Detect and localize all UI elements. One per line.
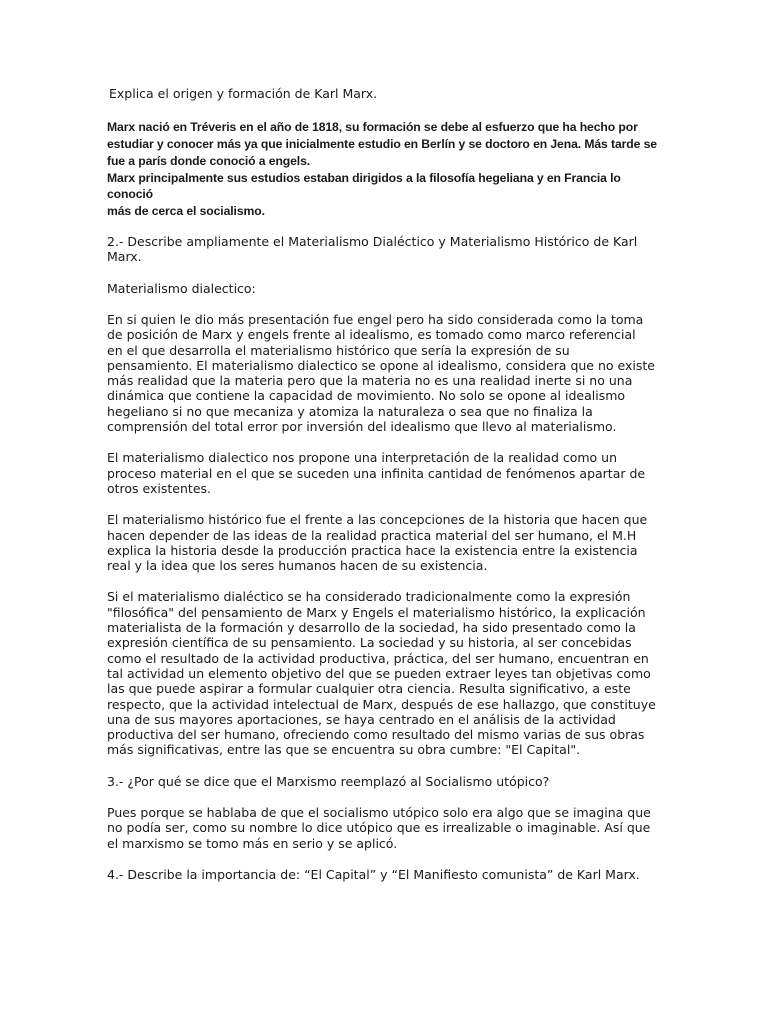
question-4: 4.- Describe la importancia de: “El Capital” y “El Manifiesto comunista” de Karl Marx. — [107, 866, 640, 882]
paragraph-dialectico-2: El materialismo dialectico nos propone una interpretación de la realidad como un proceso material en el que se suceden una infinita cantidad de fenómenos apartar de otros existentes. — [107, 450, 646, 496]
answer-1-line: más de cerca el socialismo. — [107, 204, 265, 219]
answer-1 — [107, 119, 659, 220]
answer-1-line: estudiar y conocer más ya que inicialmente estudio en Berlín y se doctoro en Jena. Más tarde se — [107, 137, 657, 152]
paragraph-historico-1: El materialismo histórico fue el frente a las concepciones de la historia que hacen que hacen depender de las ideas de la realidad practica material del ser humano, el M.H explica la historia desde la producción practica hace la existencia entre la existencia real y la idea que los seres humanos hacen de su existencia. — [107, 512, 648, 574]
question-1: Explica el origen y formación de Karl Marx. — [109, 86, 378, 101]
paragraph-historico-2: Si el materialismo dialéctico se ha considerado tradicionalmente como la expresión "filosófica" del pensamiento de Marx y Engels el materialismo histórico, la explicación materialista de la formación y desarrollo de la sociedad, ha sido presentado como la expresión científica de su pensamiento. La sociedad y su historia, al ser concebidas como el resultado de la actividad productiva, práctica, del ser humano, encuentran en tal actividad un elemento objetivo del que se pueden extraer leyes tan objetivas como las que puede aspirar a formular cualquier otra ciencia. Resulta significativo, a este respecto, que la actividad intelectual de Marx, después de ese hallazgo, que constituye una de sus mayores aportaciones, se haya centrado en el análisis de la actividad productiva del ser humano, ofreciendo como resultado del mismo varias de sus obras más significativas, entre las que se encuentra su obra cumbre: "El Capital". — [107, 589, 656, 758]
answer-1-line: Marx principalmente sus estudios estaban dirigidos a la filosofía hegeliana y en Francia lo conoció — [107, 170, 621, 202]
answer-1-line: Marx nació en Tréveris en el año de 1818, su formación se debe al esfuerzo que ha hecho por — [107, 120, 638, 135]
question-3: 3.- ¿Por qué se dice que el Marxismo reemplazó al Socialismo utópico? — [107, 773, 550, 789]
question-2: 2.- Describe ampliamente el Materialismo Dialéctico y Materialismo Histórico de Karl Marx. — [107, 234, 638, 265]
paragraph-dialectico-1: En si quien le dio más presentación fue engel pero ha sido considerada como la toma de posición de Marx y engels frente al idealismo, es tomado como marco referencial en el que desarrolla el materialismo histórico que sería la expresión de su pensamiento. El materialismo dialectico se opone al idealismo, considera que no existe más realidad que la materia pero que la materia no es una realidad inerte si no una dinámica que contiene la capacidad de movimiento. No solo se opone al idealismo hegeliano si no que mecaniza y atomiza la naturaleza o sea que no finaliza la comprensión del total error por inversión del idealismo que llevo al materialismo. — [107, 311, 655, 435]
subheading-materialismo-dialectico: Materialismo dialectico: — [107, 280, 256, 296]
document-page — [107, 86, 659, 882]
answer-3: Pues porque se hablaba de que el socialismo utópico solo era algo que se imagina que no podía ser, como su nombre lo dice utópico que es irrealizable o imaginable. Así que el marxismo se tomo más en serio y se aplicó. — [107, 804, 651, 851]
answer-1-line: fue a parís donde conoció a engels. — [107, 153, 311, 168]
